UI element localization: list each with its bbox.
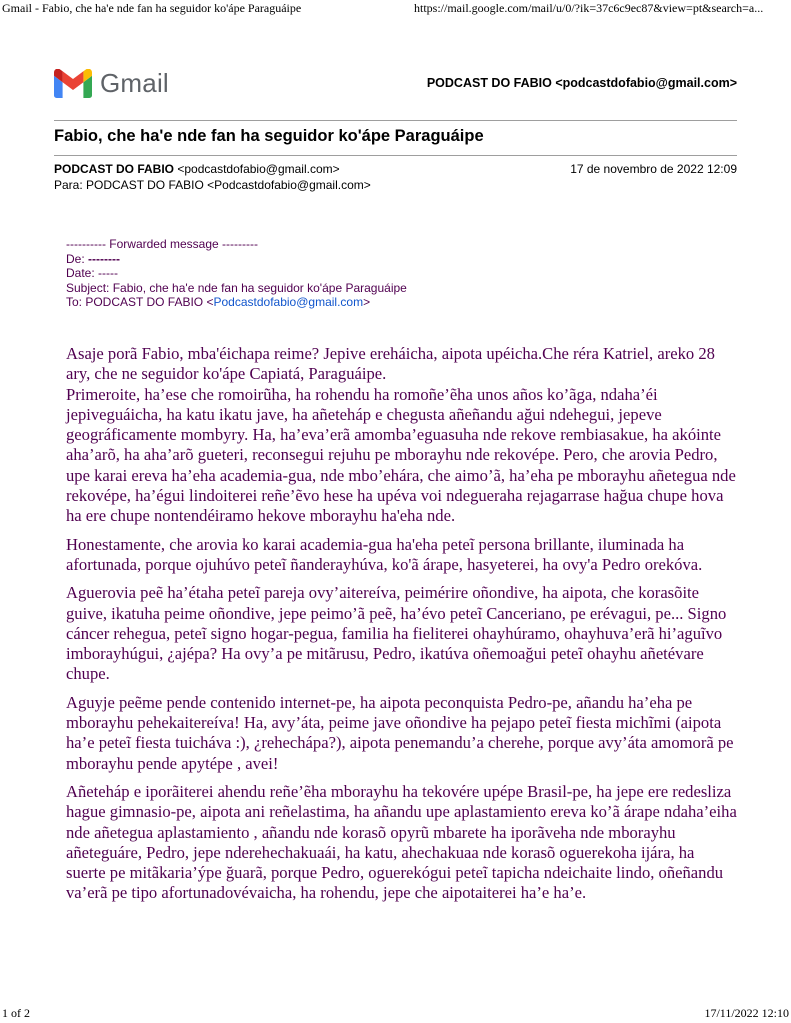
message-date: 17 de novembro de 2022 12:09 (570, 162, 737, 176)
forwarded-to-email-link[interactable]: Podcastdofabio@gmail.com (213, 295, 364, 310)
forwarded-header (66, 237, 726, 310)
sender-line (54, 162, 340, 176)
message-body (66, 344, 738, 912)
sender-email: <podcastdofabio@gmail.com> (177, 162, 340, 176)
recipient-line: Para: PODCAST DO FABIO <Podcastdofabio@gmail.com> (54, 178, 371, 192)
forwarded-date: Date: ----- (66, 266, 118, 281)
gmail-wordmark: Gmail (100, 68, 169, 98)
body-paragraph: Aguerovia peẽ ha’étaha peteĩ pareja ovy’aitereíva, peimérire oñondive, ha aipota, che korasõite guive, ikatuha peime oñondive, jepe peimo’ã peẽ, ha’évo peteĩ Canceriano, pe erévagui, pe... Signo cáncer rehegua, peteĩ signo hogar-pegua, familia ha fieliterei ohayhúramo, ohayhuva’erã hi’aguĩvo imborayhúgui, ¿ajépa? Ha ovy’a pe mitãrusu, Pedro, ikatúva oñemoağui peteĩ ohayhu añetévare chupe. (66, 583, 727, 684)
forwarded-from-value: -------- (88, 251, 120, 266)
body-paragraph: Añeteháp e iporãiterei ahendu reñe’ẽha mborayhu ha tekovére upépe Brasil-pe, ha jepe ere redesliza hague gimnasio-pe, aipota ani reñelastima, ha añandu upe aplastamiento ereva ko’ã árape ndaha’eiha nde añetegua aplastamiento , añandu nde korasõ opyrũ mbarete ha iporãveha nde mborayhu añeteguáre, Pedro, jepe nderehechakuaái, ha katu, ahechakuaa nde korasõ oguerekoha ijára, ha suerte pe mitãkaria’ýpe ğuarã, porque Pedro, oguerekógui peteĩ tapicha ndeichaite lindo, oñeñandu va’erã pe tipo afortunadovévaicha, ha rohendu, jepe che aipotaiterei ha’e ha’e. (66, 781, 737, 903)
subject-divider (54, 155, 737, 156)
forwarded-to-suffix: > (363, 295, 371, 310)
gmail-logo-icon (54, 69, 92, 98)
forwarded-divider: ---------- Forwarded message --------- (66, 237, 258, 251)
body-paragraph: Primeroite, ha’ese che romoirũha, ha rohendu ha romoñe’ẽha unos años ko’ãga, ndaha’éi jepiveguáicha, ha katu ikatu jave, ha añeteháp e chegusta añeñandu ağui ndehegui, jepeve geográficamente mombyry. Ha, ha’eva’erã amomba’eguasuha nde rekove rembiasakue, ha akóinte aha’arõ, ha aha’arõ gueteri, reconsegui rejuhu pe mborayhu nde rekovépe. Pero, che arovia Pedro, upe karai ereva ha’eha academia-gua, nde mbo’ehára, che aimo’ã, ha’eha pe mborayhu añetegua nde rekovépe, ha’égui lindoiterei reñe’ẽvo hese ha upéva voi ndegueraha rejagarrase hağua chupe hova ha ere chupe nontendéiramo hekove mborayhu ha'eha nde. (66, 384, 736, 526)
print-header (0, 0, 791, 18)
print-datetime: 17/11/2022 12:10 (704, 1006, 789, 1020)
page-number: 1 of 2 (2, 1006, 30, 1020)
forwarded-to (66, 295, 726, 310)
forwarded-from (66, 252, 726, 267)
email-subject: Fabio, che ha'e nde fan ha seguidor ko'ápe Paraguáipe (54, 127, 484, 145)
print-page-url: https://mail.google.com/mail/u/0/?ik=37c6c9ec87&view=pt&search=a... (414, 1, 764, 15)
print-footer (0, 1005, 791, 1023)
sender-name: PODCAST DO FABIO (54, 162, 175, 176)
account-identity: PODCAST DO FABIO <podcastdofabio@gmail.com> (426, 76, 737, 90)
print-page-title: Gmail - Fabio, che ha'e nde fan ha seguidor ko'ápe Paraguáipe (2, 1, 302, 15)
forwarded-subject: Subject: Fabio, che ha'e nde fan ha seguidor ko'ápe Paraguáipe (66, 280, 407, 295)
gmail-logo (54, 68, 169, 99)
body-paragraph: Honestamente, che arovia ko karai academia-gua ha'eha peteĩ persona brillante, iluminada ha afortunada, porque ojuhúvo peteĩ ñanderayhúva, ko'ã árape, hasyeterei, ha ovy'a Pedro orekóva. (66, 534, 703, 574)
forwarded-to-prefix: To: PODCAST DO FABIO < (66, 295, 214, 310)
body-paragraph: Aguyje peẽme pende contenido internet-pe, ha aipota peconquista Pedro-pe, añandu ha’eha pe mborayhu pehekaitereíva! Ha, avy’áta, peime jave oñondive ha pejapo peteĩ fiesta michĩmi (aipota ha’e peteĩ fiesta tuicháva :), ¿rehechápa?), aipota penemandu’a cherehe, porque avy’áta amomorã pe mborayhu pende apytépe , avei! (66, 692, 734, 773)
body-paragraph: Asaje porã Fabio, mba'éichapa reime? Jepive ereháicha, aipota upéicha.Che réra Katriel, areko 28 ary, che ne seguidor ko'ápe Capiatá, Paraguáipe. (66, 344, 715, 384)
header-divider (54, 120, 737, 121)
forwarded-from-label: De: (66, 251, 89, 266)
